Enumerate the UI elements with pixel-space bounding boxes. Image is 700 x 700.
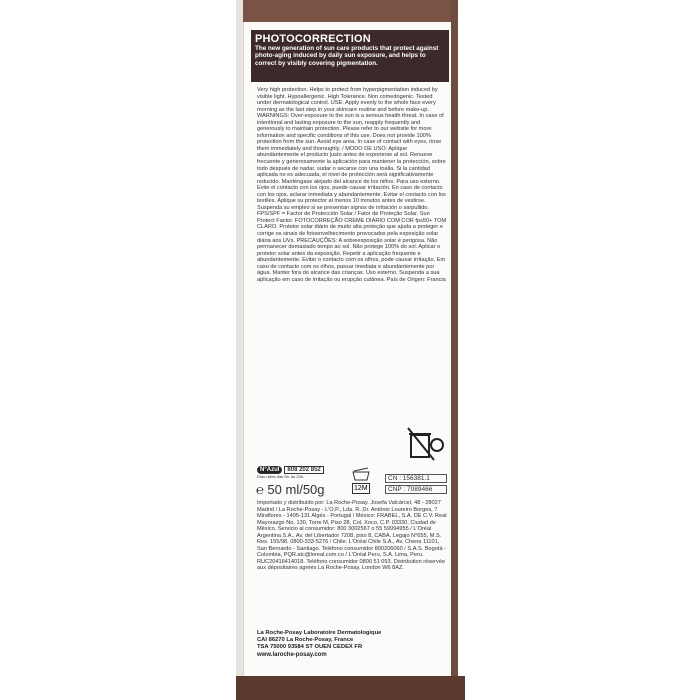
manufacturer-address: La Roche-Posay Laboratoire Dermatologique CAI 86270 La Roche-Posay, France TSA 75000 93584 ST OUEN CEDEX FR xyxy=(257,630,382,650)
n-azul-hotline xyxy=(257,466,324,479)
website: www.laroche-posay.com xyxy=(257,652,327,658)
cn-code: CN : 156381.1 xyxy=(385,474,447,483)
open-jar-icon xyxy=(350,467,372,481)
photocorrection-banner xyxy=(251,30,449,82)
cnp-code: CNP : 7089466 xyxy=(385,485,447,494)
n-azul-badge: N°Azul xyxy=(257,466,282,474)
volume-label: ℮ 50 ml/50g xyxy=(256,482,325,497)
banner-title: PHOTOCORRECTION xyxy=(255,33,371,45)
volume-value: 50 ml/50g xyxy=(267,482,325,497)
product-codes xyxy=(385,474,447,496)
n-azul-number: 808 202 852 xyxy=(284,466,323,474)
n-azul-hours: Días útiles das 9h. às 20h. xyxy=(257,474,305,479)
banner-description: The new generation of sun care products that protect against photo-aging induced by daily sun exposure, and helps to correct by visibly covering pigmentation. xyxy=(255,45,439,67)
box-left-edge xyxy=(236,0,243,700)
box-top-flap xyxy=(243,0,458,22)
box-right-edge xyxy=(451,0,458,700)
pao-badge: 12M xyxy=(354,485,368,492)
import-text: Importado y distribuido por: La Roche-Posay. Josefa Valcárcel, 48 - 28027 Madrid / La Roche-Posay - L'O.P., Lda. R. Dr. António Loureiro Borges, 7 Miraflores - 1495-131 Algés - Portugal / México: FRABEL, S.A. DE C.V. Real Mayorazgo No. 130, Torre M, Piso 28, Col. Xoco, C.P. 03330, Ciudad de México. Servicio al consumidor: 800 3002567 o 55 59994955 / L'Oréal Argentina S.A., Av. del Libertador 7208, piso 8, CABA. Legajo N°655, M.S. Res. 155/98, 0800-333-5276 / Chile: L'Oréal Chile S.A., Av. Chena 11101, San Bernardo - Santiago. Teléfono consumidor 800206060 / S.A.S. Bogotá - Colombia, PQR.atc@loreal.com.co / L'Oréal Peru, S.A. Lima, Peru. RUC20416414018. Teléfono consumidor 0800 51 093. Distribution réservée aux dépositaires agréés La Roche-Posay. London W6 8AZ. xyxy=(257,500,447,572)
recycling-bin-icon xyxy=(405,425,445,465)
box-bottom-edge xyxy=(236,676,465,700)
body-text: Very high protection. Helps to protect from hyperpigmentation induced by visible light. Hypoallergenic. High Tolerance. Non comedogenic. Tested under dermatological control. USE: Apply evenly to the whole face every morning as the last step in your skincare routine and before make-up. WARNINGS: Over-exposure to the sun is a serious health threat. In case of intentional and lasting exposure to the sun, reapply frequently and generously to maintain protection. Please refer to our website for more information and specific conditions of this use. Does not provide 100% protection from the sun. Avoid eye area. In case of contact with eyes, rinse them immediately and thoroughly. / MODO DE USO: Aplique abundantemente el producto justo antes de exponerse al sol. Renueve frecuente y generosamente la aplicación para mantener la protección, sobre todo después de nadar, sudar o secarse con una toalla. Si la cantidad aplicada no es adecuada, el nivel de protección será significativamente reducido. Manténgase alejado del alcance de los niños. Para uso externo. Evite el contacto con los ojos, puede causar irritación. En caso de contacto con los ojos, aclarar inmediata y abundantemente. Evitar el contacto con los textiles. Aplique su protector al menos 10 minutos antes de vestirse. Suspenda su empleo si se presentan signos de irritación o sarpullido. FPS/SPF = Factor de Protección Solar / Fator de Proteção Solar. Sun Protect Factor. FOTOCORREÇÃO CREME DIÁRIO COM COR fps50+ TOM CLARO. Protetor solar diário de muito alta proteção que ajuda a proteger e corrige os sinais de fotoenvelhecimento provocados pela exposição solar diária aos UVs. PRECAUÇÕES: A sobreexposição solar é perigosa. Não permanecer demasiado tempo ao sol. Não protege 100% do sol. Aplicar o protetor solar antes da exposição. Repetir a aplicação frequente e abundantemente. Evitar o contacto com os olhos, pode causar irritação. Em caso de contacto com os olhos, passar imediata e abundantemente por água. Manter fora do alcance das crianças. Uso externo. Suspenda a sua aplicação em caso de irritação ou erupção cutânea. País de Origen: Francia xyxy=(257,87,447,283)
